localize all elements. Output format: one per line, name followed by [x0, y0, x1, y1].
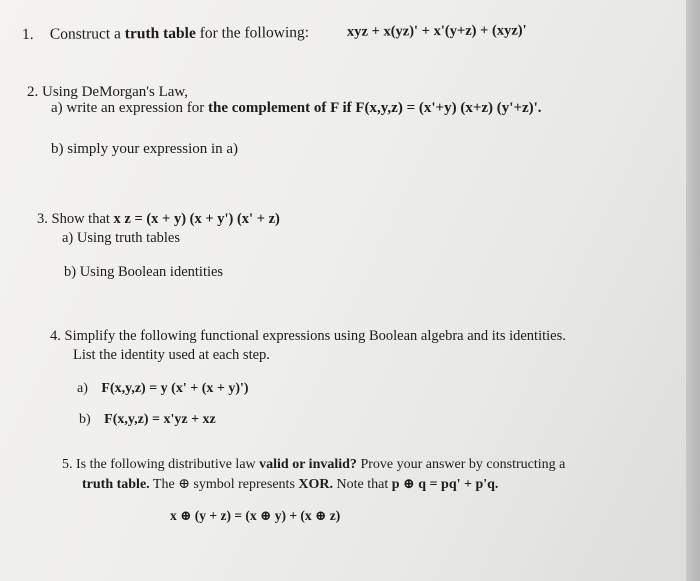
question-5-equation: x ⊕ (y + z) = (x ⊕ y) + (x ⊕ z) — [170, 508, 341, 523]
question-3-prefix: 3. Show that — [37, 211, 110, 227]
question-5-line-2 — [82, 476, 498, 493]
question-1-text-before: Construct a — [49, 25, 121, 43]
question-4b-label: b) — [79, 412, 91, 427]
question-3-line-1 — [37, 211, 280, 228]
question-3-expression: x z = (x + y) (x + y') (x' + z) — [113, 211, 280, 227]
question-1-text-after: for the following: — [199, 23, 310, 42]
question-4-line-2: List the identity used at each step. — [73, 347, 270, 363]
question-5-xor-definition: p ⊕ q = pq' + p'q. — [391, 477, 499, 492]
question-4-line-1: 4. Simplify the following functional expressions using Boolean algebra and its identities. — [50, 328, 566, 344]
question-5-prefix: 5. Is the following distributive law — [62, 457, 256, 472]
question-1-number: 1. — [21, 25, 34, 43]
question-5-bold-xor: XOR. — [298, 477, 334, 492]
question-2b: b) simply your expression in a) — [51, 141, 239, 157]
question-4a — [77, 381, 249, 397]
question-5-xor-description: The ⊕ symbol represents — [152, 477, 295, 492]
question-5-line-1 — [62, 457, 565, 473]
question-3b: b) Using Boolean identities — [64, 264, 224, 280]
question-1-text-bold: truth table — [124, 24, 196, 43]
question-4a-label: a) — [77, 381, 88, 396]
question-1 — [21, 22, 527, 44]
question-4b-expression: F(x,y,z) = x'yz + xz — [104, 412, 216, 427]
question-2a-prefix: a) write an expression for — [51, 100, 205, 116]
question-5-note: Note that — [336, 477, 389, 492]
question-4a-expression: F(x,y,z) = y (x' + (x + y)') — [101, 381, 249, 396]
question-5-bold-truth-table: truth table. — [82, 477, 150, 492]
question-5-suffix: Prove your answer by constructing a — [360, 457, 566, 472]
question-2a — [51, 100, 542, 117]
question-3a: a) Using truth tables — [62, 230, 180, 246]
paper-edge — [686, 0, 700, 581]
question-5-bold: valid or invalid? — [259, 457, 357, 472]
question-4b — [79, 412, 216, 428]
question-2a-bold: the complement of F if F(x,y,z) = (x'+y) (x+z) (y'+z)'. — [208, 100, 542, 116]
question-1-expression: xyz + x(yz)' + x'(y+z) + (xyz)' — [346, 22, 527, 40]
question-2-line-1: 2. Using DeMorgan's Law, — [27, 84, 189, 100]
